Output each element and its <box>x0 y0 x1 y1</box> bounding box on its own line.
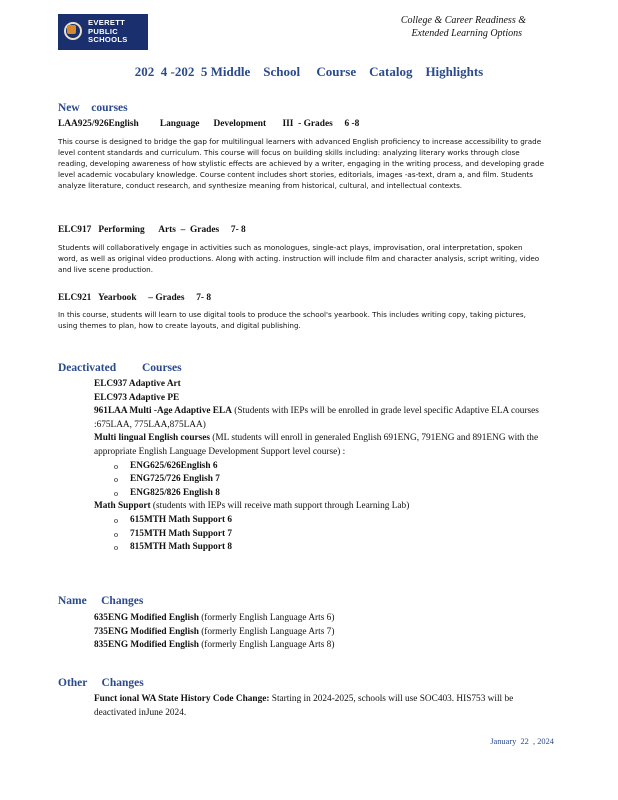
list-item: 835ENG Modified English (formerly English Language Arts 8) <box>94 640 335 651</box>
circle-bullet-icon: o <box>114 529 118 539</box>
logo-emblem-icon <box>62 19 84 45</box>
other-changes-list <box>58 693 544 720</box>
section-heading-deactivated: Deactivated Courses <box>58 362 182 374</box>
course-description-elc917: Students will collaboratively engage in activities such as monologues, single-act plays, improvisation, oral interpretation, spoken word, as well as original video productions. Along with acting. instruction will include film and character analysis, script writing, video and live scene production. <box>58 243 540 274</box>
circle-bullet-icon: o <box>114 475 118 485</box>
course-title-elc917: ELC917 Performing Arts – Grades 7- 8 <box>58 225 246 235</box>
course-title-laa925: LAA925/926English Language Development III - Grades 6 -8 <box>58 119 360 129</box>
name-changes-list <box>58 612 544 653</box>
list-item: ELC973 Adaptive PE <box>94 392 180 403</box>
logo-text: EVERETT PUBLIC SCHOOLS <box>88 18 128 45</box>
circle-bullet-icon: o <box>114 461 118 471</box>
list-item: ELC937 Adaptive Art <box>94 379 181 389</box>
list-item: Math Support (students with IEPs will receive math support through Learning Lab) <box>94 501 410 512</box>
circle-bullet-icon: o <box>114 543 118 553</box>
circle-bullet-icon: o <box>114 488 118 498</box>
circle-bullet-icon: o <box>114 515 118 525</box>
course-title-elc921: ELC921 Yearbook – Grades 7- 8 <box>58 293 212 303</box>
sub-list-item: o 615MTH Math Support 6 <box>58 514 544 528</box>
list-item: 735ENG Modified English (formerly English Language Arts 7) <box>94 626 335 637</box>
sub-list-item: o 715MTH Math Support 7 <box>58 528 544 542</box>
header-program-name: College & Career Readiness & Extended Learning Options <box>400 15 526 39</box>
list-item: Multi lingual English courses (ML students will enroll in generaled English 691ENG, 791ENG and 891ENG with the appropriate English Language Development Support level course) : <box>94 433 539 457</box>
sub-list-item: o ENG625/626English 6 <box>58 460 544 474</box>
page-title: 202 4 -202 5 Middle School Course Catalog Highlights <box>134 64 484 79</box>
sub-list-item: o 815MTH Math Support 8 <box>58 541 544 555</box>
list-item: Funct ional WA State History Code Change: Starting in 2024-2025, schools will use SOC403. HIS753 will be deactivated inJune 2024. <box>94 694 514 718</box>
sub-list-item: o ENG825/826 English 8 <box>58 487 544 501</box>
deactivated-list <box>58 378 544 555</box>
document-date: January 22 , 2024 <box>490 737 554 746</box>
course-description-laa925: This course is designed to bridge the gap for multilingual learners with advanced English proficiency to increase accessibility to grade level content standards and curriculum. This course will focus on building skills including: analyzing literary works through close reading, developing awareness of how stylistic effects are achieved by a writer, engaging in the writing process, and developing grade level academic vocabulary knowledge. Course content includes short stories, editorials, images -as-text, dram a, and film. Students analyze literature, conduct research, and synthesize meaning from historical, cultural, and intellectual contexts. <box>58 137 545 190</box>
district-logo <box>58 14 148 50</box>
sub-list-item: o ENG725/726 English 7 <box>58 473 544 487</box>
section-heading-other-changes: Other Changes <box>58 677 144 689</box>
section-heading-new-courses: New courses <box>58 102 128 114</box>
list-item: 635ENG Modified English (formerly English Language Arts 6) <box>94 613 335 623</box>
course-description-elc921: In this course, students will learn to use digital tools to produce the school's yearbook. This includes writing copy, taking pictures, using themes to plan, how to create layouts, and digital publishing. <box>58 310 526 330</box>
list-item: 961LAA Multi -Age Adaptive ELA (Students with IEPs will be enrolled in grade level specific Adaptive ELA courses :675LAA, 775LAA,875LAA) <box>94 406 539 430</box>
section-heading-name-changes: Name Changes <box>58 595 144 607</box>
